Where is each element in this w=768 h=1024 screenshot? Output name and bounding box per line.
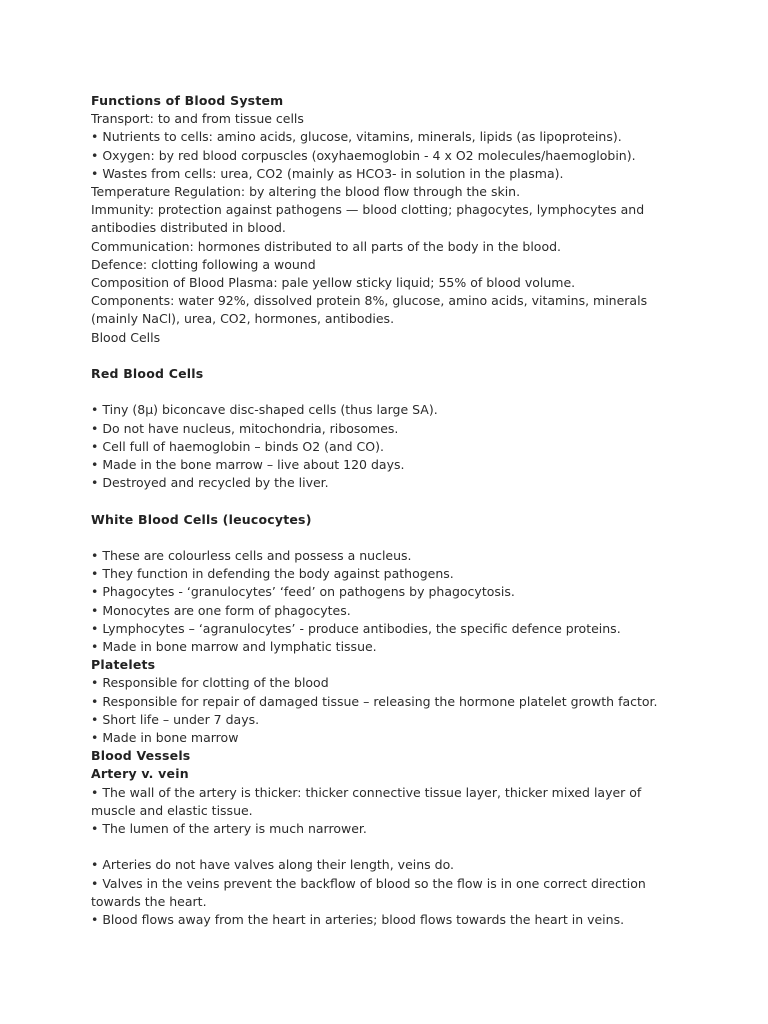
bullet-item: • Wastes from cells: urea, CO2 (mainly as HCO3- in solution in the plasma).	[91, 165, 564, 181]
bullet-item: • Short life – under 7 days.	[91, 711, 260, 727]
bullet-item: • Monocytes are one form of phagocytes.	[91, 602, 351, 618]
bullet-item: • The wall of the artery is thicker: thicker connective tissue layer, thicker mixed layer of	[91, 784, 642, 800]
section-heading: White Blood Cells (leucocytes)	[91, 511, 312, 527]
bullet-item: • Arteries do not have valves along their length, veins do.	[91, 857, 454, 873]
section-heading: Blood Vessels	[91, 748, 191, 764]
bullet-item: • Made in bone marrow	[91, 730, 239, 746]
bullet-item: • Cell full of haemoglobin – binds O2 (and CO).	[91, 438, 384, 454]
bullet-item: • The lumen of the artery is much narrower.	[91, 821, 367, 837]
bullet-item: • Made in the bone marrow – live about 120 days.	[91, 457, 405, 473]
section-heading: Red Blood Cells	[91, 366, 204, 382]
section-heading: Functions of Blood System	[91, 93, 284, 108]
bullet-item: • Nutrients to cells: amino acids, glucose, vitamins, minerals, lipids (as lipoproteins).	[91, 129, 622, 145]
bullet-item: • Lymphocytes – ‘agranulocytes’ - produce antibodies, the specific defence proteins.	[91, 620, 621, 636]
text-line: Temperature Regulation: by altering the blood flow through the skin.	[91, 184, 521, 200]
blank-line	[91, 838, 691, 856]
text-line: Blood Cells	[91, 329, 161, 345]
text-line: (mainly NaCl), urea, CO2, hormones, antibodies.	[91, 311, 395, 327]
bullet-item: • Oxygen: by red blood corpuscles (oxyhaemoglobin - 4 x O2 molecules/haemoglobin).	[91, 147, 636, 163]
blank-line	[91, 383, 691, 401]
section-heading: Artery v. vein	[91, 766, 189, 782]
bullet-item: • Responsible for repair of damaged tissue – releasing the hormone platelet growth factor.	[91, 693, 658, 709]
text-line: Communication: hormones distributed to all parts of the body in the blood.	[91, 238, 561, 254]
blank-line	[91, 529, 691, 547]
bullet-item: • Tiny (8μ) biconcave disc-shaped cells (thus large SA).	[91, 402, 438, 418]
text-line: Transport: to and from tissue cells	[91, 111, 304, 127]
bullet-item: • Made in bone marrow and lymphatic tissue.	[91, 639, 377, 655]
text-line: Defence: clotting following a wound	[91, 256, 316, 272]
bullet-item: • Destroyed and recycled by the liver.	[91, 475, 329, 491]
bullet-item: • Blood flows away from the heart in arteries; blood flows towards the heart in veins.	[91, 912, 625, 928]
bullet-item: • Valves in the veins prevent the backflow of blood so the flow is in one correct direction	[91, 875, 646, 891]
bullet-item: • Do not have nucleus, mitochondria, ribosomes.	[91, 420, 399, 436]
text-line: Composition of Blood Plasma: pale yellow sticky liquid; 55% of blood volume.	[91, 275, 576, 291]
text-line: towards the heart.	[91, 893, 207, 909]
bullet-item: • Phagocytes - ‘granulocytes’ ‘feed’ on pathogens by phagocytosis.	[91, 584, 515, 600]
bullet-item: • These are colourless cells and possess a nucleus.	[91, 548, 412, 564]
text-line: Components: water 92%, dissolved protein 8%, glucose, amino acids, vitamins, minerals	[91, 293, 648, 309]
text-line: Immunity: protection against pathogens — blood clotting; phagocytes, lymphocytes and	[91, 202, 645, 218]
blank-line	[91, 492, 691, 510]
bullet-item: • They function in defending the body against pathogens.	[91, 566, 454, 582]
blank-line	[91, 347, 691, 365]
document-body	[91, 92, 691, 929]
text-line: antibodies distributed in blood.	[91, 220, 286, 236]
text-line: muscle and elastic tissue.	[91, 802, 253, 818]
section-heading: Platelets	[91, 657, 156, 673]
bullet-item: • Responsible for clotting of the blood	[91, 675, 329, 691]
